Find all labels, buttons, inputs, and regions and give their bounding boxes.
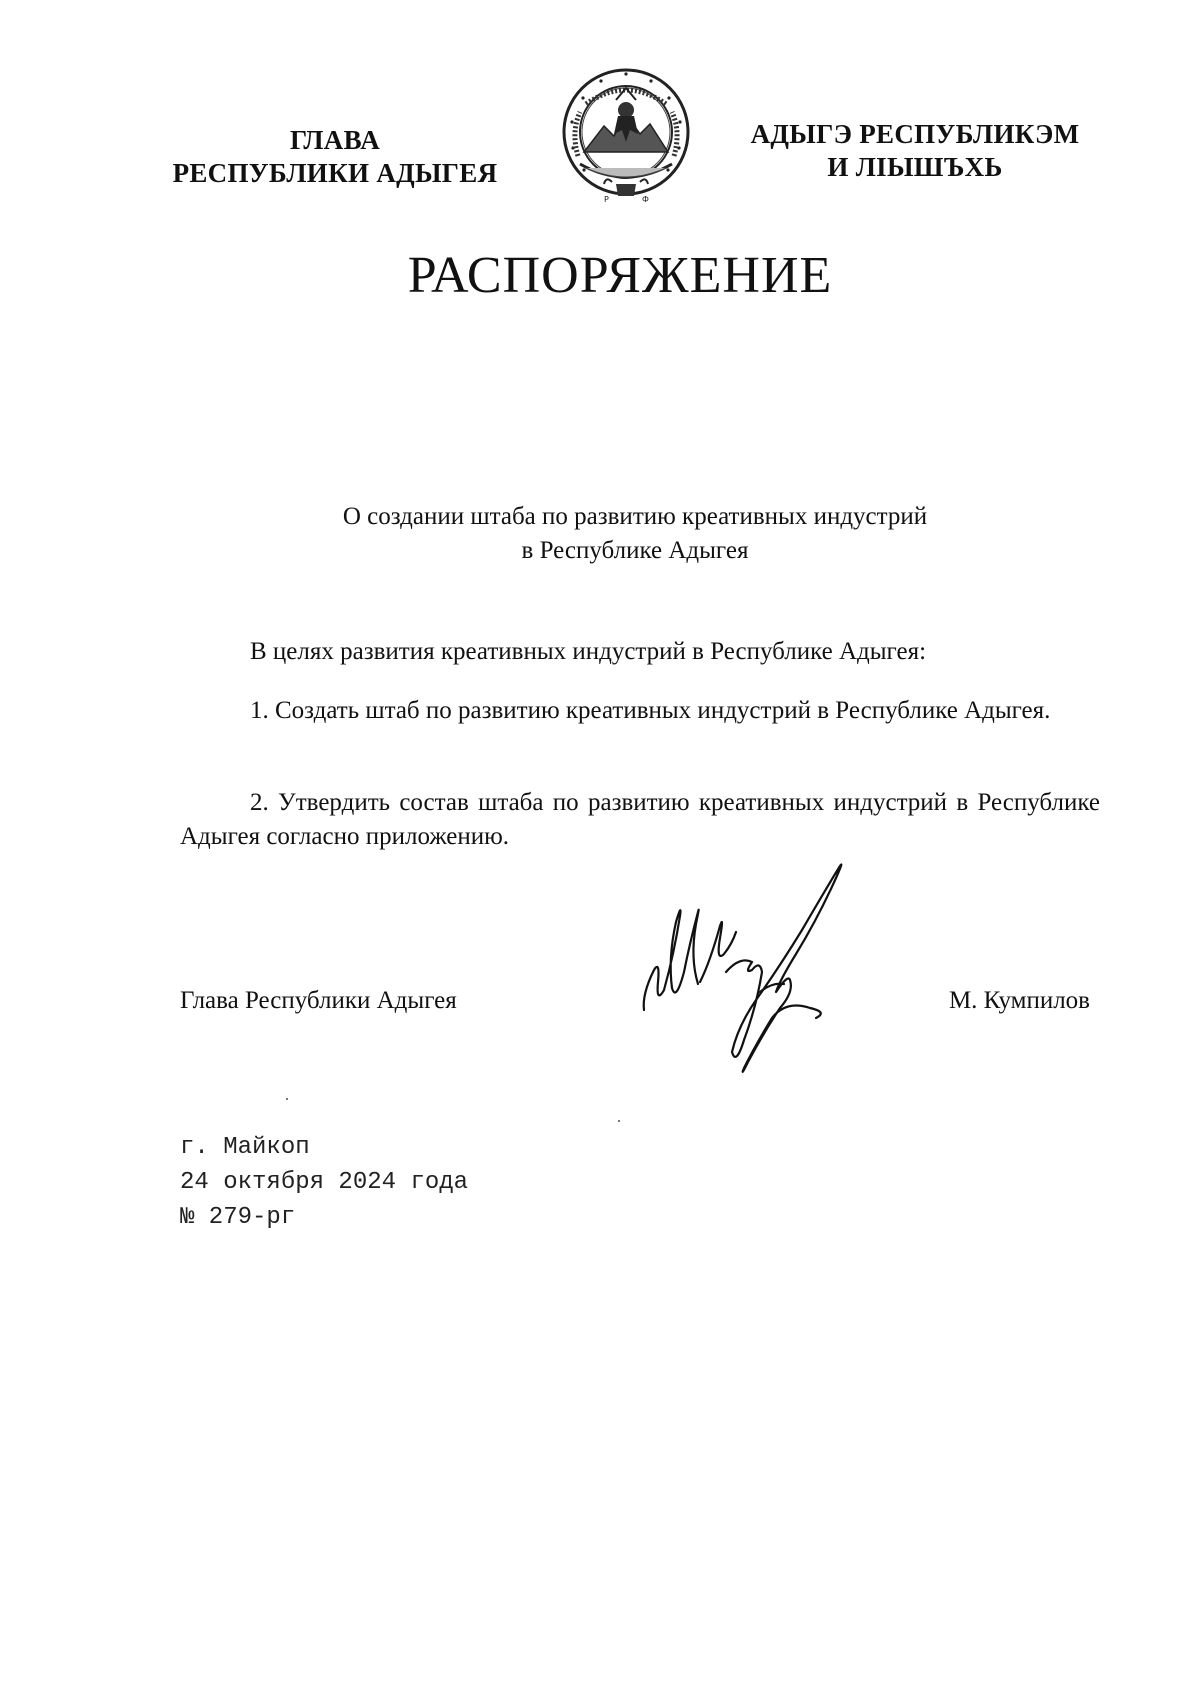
header-left-line2: РЕСПУБЛИКИ АДЫГЕЯ [172,158,498,188]
header-left-line1: ГЛАВА [289,125,381,155]
subject-line2: в Республике Адыгея [521,537,749,564]
issue-place: г. Майкоп [180,1134,310,1161]
order-item-2: 2. Утвердить состав штаба по развитию креативных индустрий в Республике Адыгея согласно приложению. [180,789,1100,850]
header-left-title [150,124,520,190]
header-right-line1: АДЫГЭ РЕСПУБЛИКЭМ [750,119,1080,149]
preamble-text: В целях развития креативных индустрий в Республике Адыгея: [250,638,927,665]
svg-text:Ф: Ф [642,195,649,204]
document-subject [240,500,1030,568]
svg-text:Р: Р [604,195,609,204]
handwritten-signature-icon [640,862,880,1092]
scan-speck [618,1120,620,1122]
header-right-title [730,118,1100,184]
coat-of-arms-icon [556,64,696,210]
document-number: № 279-рг [180,1204,296,1231]
signatory-title: Глава Республики Адыгея [180,987,457,1014]
issue-date: 24 октября 2024 года [180,1169,469,1196]
signatory-name: М. Кумпилов [948,987,1090,1014]
scan-speck [286,1098,288,1100]
header-right-line2: И ЛIЫШЪХЬ [827,152,1003,182]
order-item-1: 1. Создать штаб по развитию креативных индустрий в Республике Адыгея. [250,697,1051,724]
subject-line1: О создании штаба по развитию креативных индустрий [342,503,928,530]
document-type-title: РАСПОРЯЖЕНИЕ [407,247,833,304]
